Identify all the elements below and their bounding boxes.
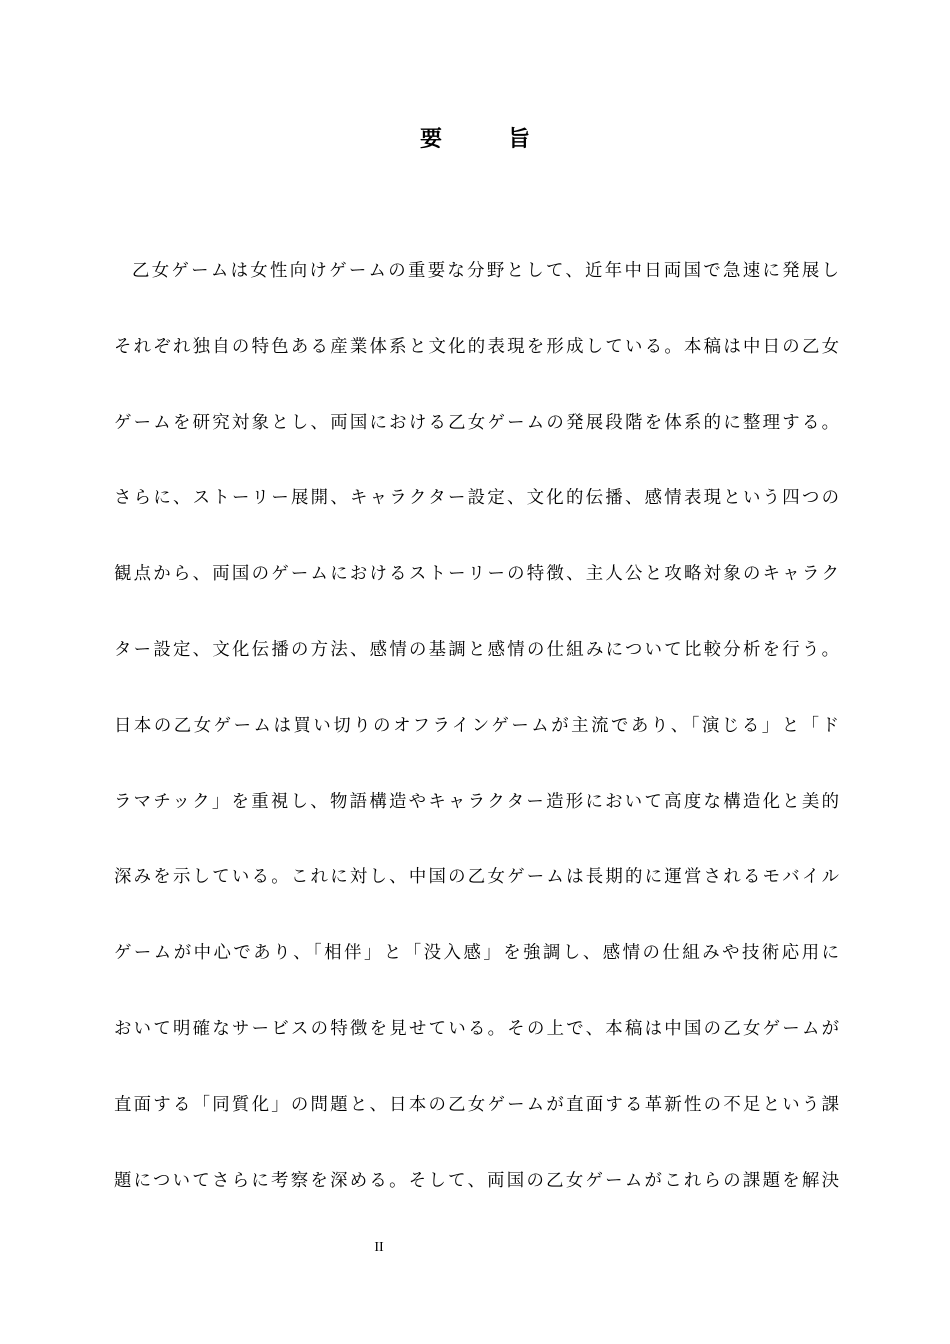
- page-title: 要 旨: [419, 126, 552, 152]
- abstract-line: 観点から、両国のゲームにおけるストーリーの特徴、主人公と攻略対象のキャラク: [114, 564, 839, 585]
- abstract-line: ター設定、文化伝播の方法、感情の基調と感情の仕組みについて比較分析を行う。: [114, 639, 839, 660]
- abstract-line: 乙女ゲームは女性向けゲームの重要な分野として、近年中日両国で急速に発展し: [132, 261, 839, 281]
- abstract-line: おいて明確なサービスの特徴を見せている。その上で、本稿は中国の乙女ゲームが: [114, 1018, 839, 1039]
- abstract-body: [114, 256, 839, 1241]
- abstract-line: 題についてさらに考察を深める。そして、両国の乙女ゲームがこれらの課題を解決: [114, 1170, 839, 1191]
- abstract-line: 深みを示している。これに対し、中国の乙女ゲームは長期的に運営されるモバイル: [114, 867, 839, 888]
- abstract-line: ゲームを研究対象とし、両国における乙女ゲームの発展段階を体系的に整理する。: [114, 412, 839, 433]
- abstract-line: ゲームが中心であり、「相伴」と「没入感」を強調し、感情の仕組みや技術応用に: [114, 943, 839, 964]
- page-number: II: [374, 1240, 384, 1255]
- abstract-line: 直面する「同質化」の問題と、日本の乙女ゲームが直面する革新性の不足という課: [114, 1094, 839, 1115]
- abstract-line: それぞれ独自の特色ある産業体系と文化的表現を形成している。本稿は中日の乙女: [114, 336, 839, 357]
- abstract-line: ラマチック」を重視し、物語構造やキャラクター造形において高度な構造化と美的: [114, 791, 839, 812]
- abstract-line: 日本の乙女ゲームは買い切りのオフラインゲームが主流であり、「演じる」と「ド: [114, 715, 839, 736]
- abstract-line: さらに、ストーリー展開、キャラクター設定、文化的伝播、感情表現という四つの: [114, 488, 839, 509]
